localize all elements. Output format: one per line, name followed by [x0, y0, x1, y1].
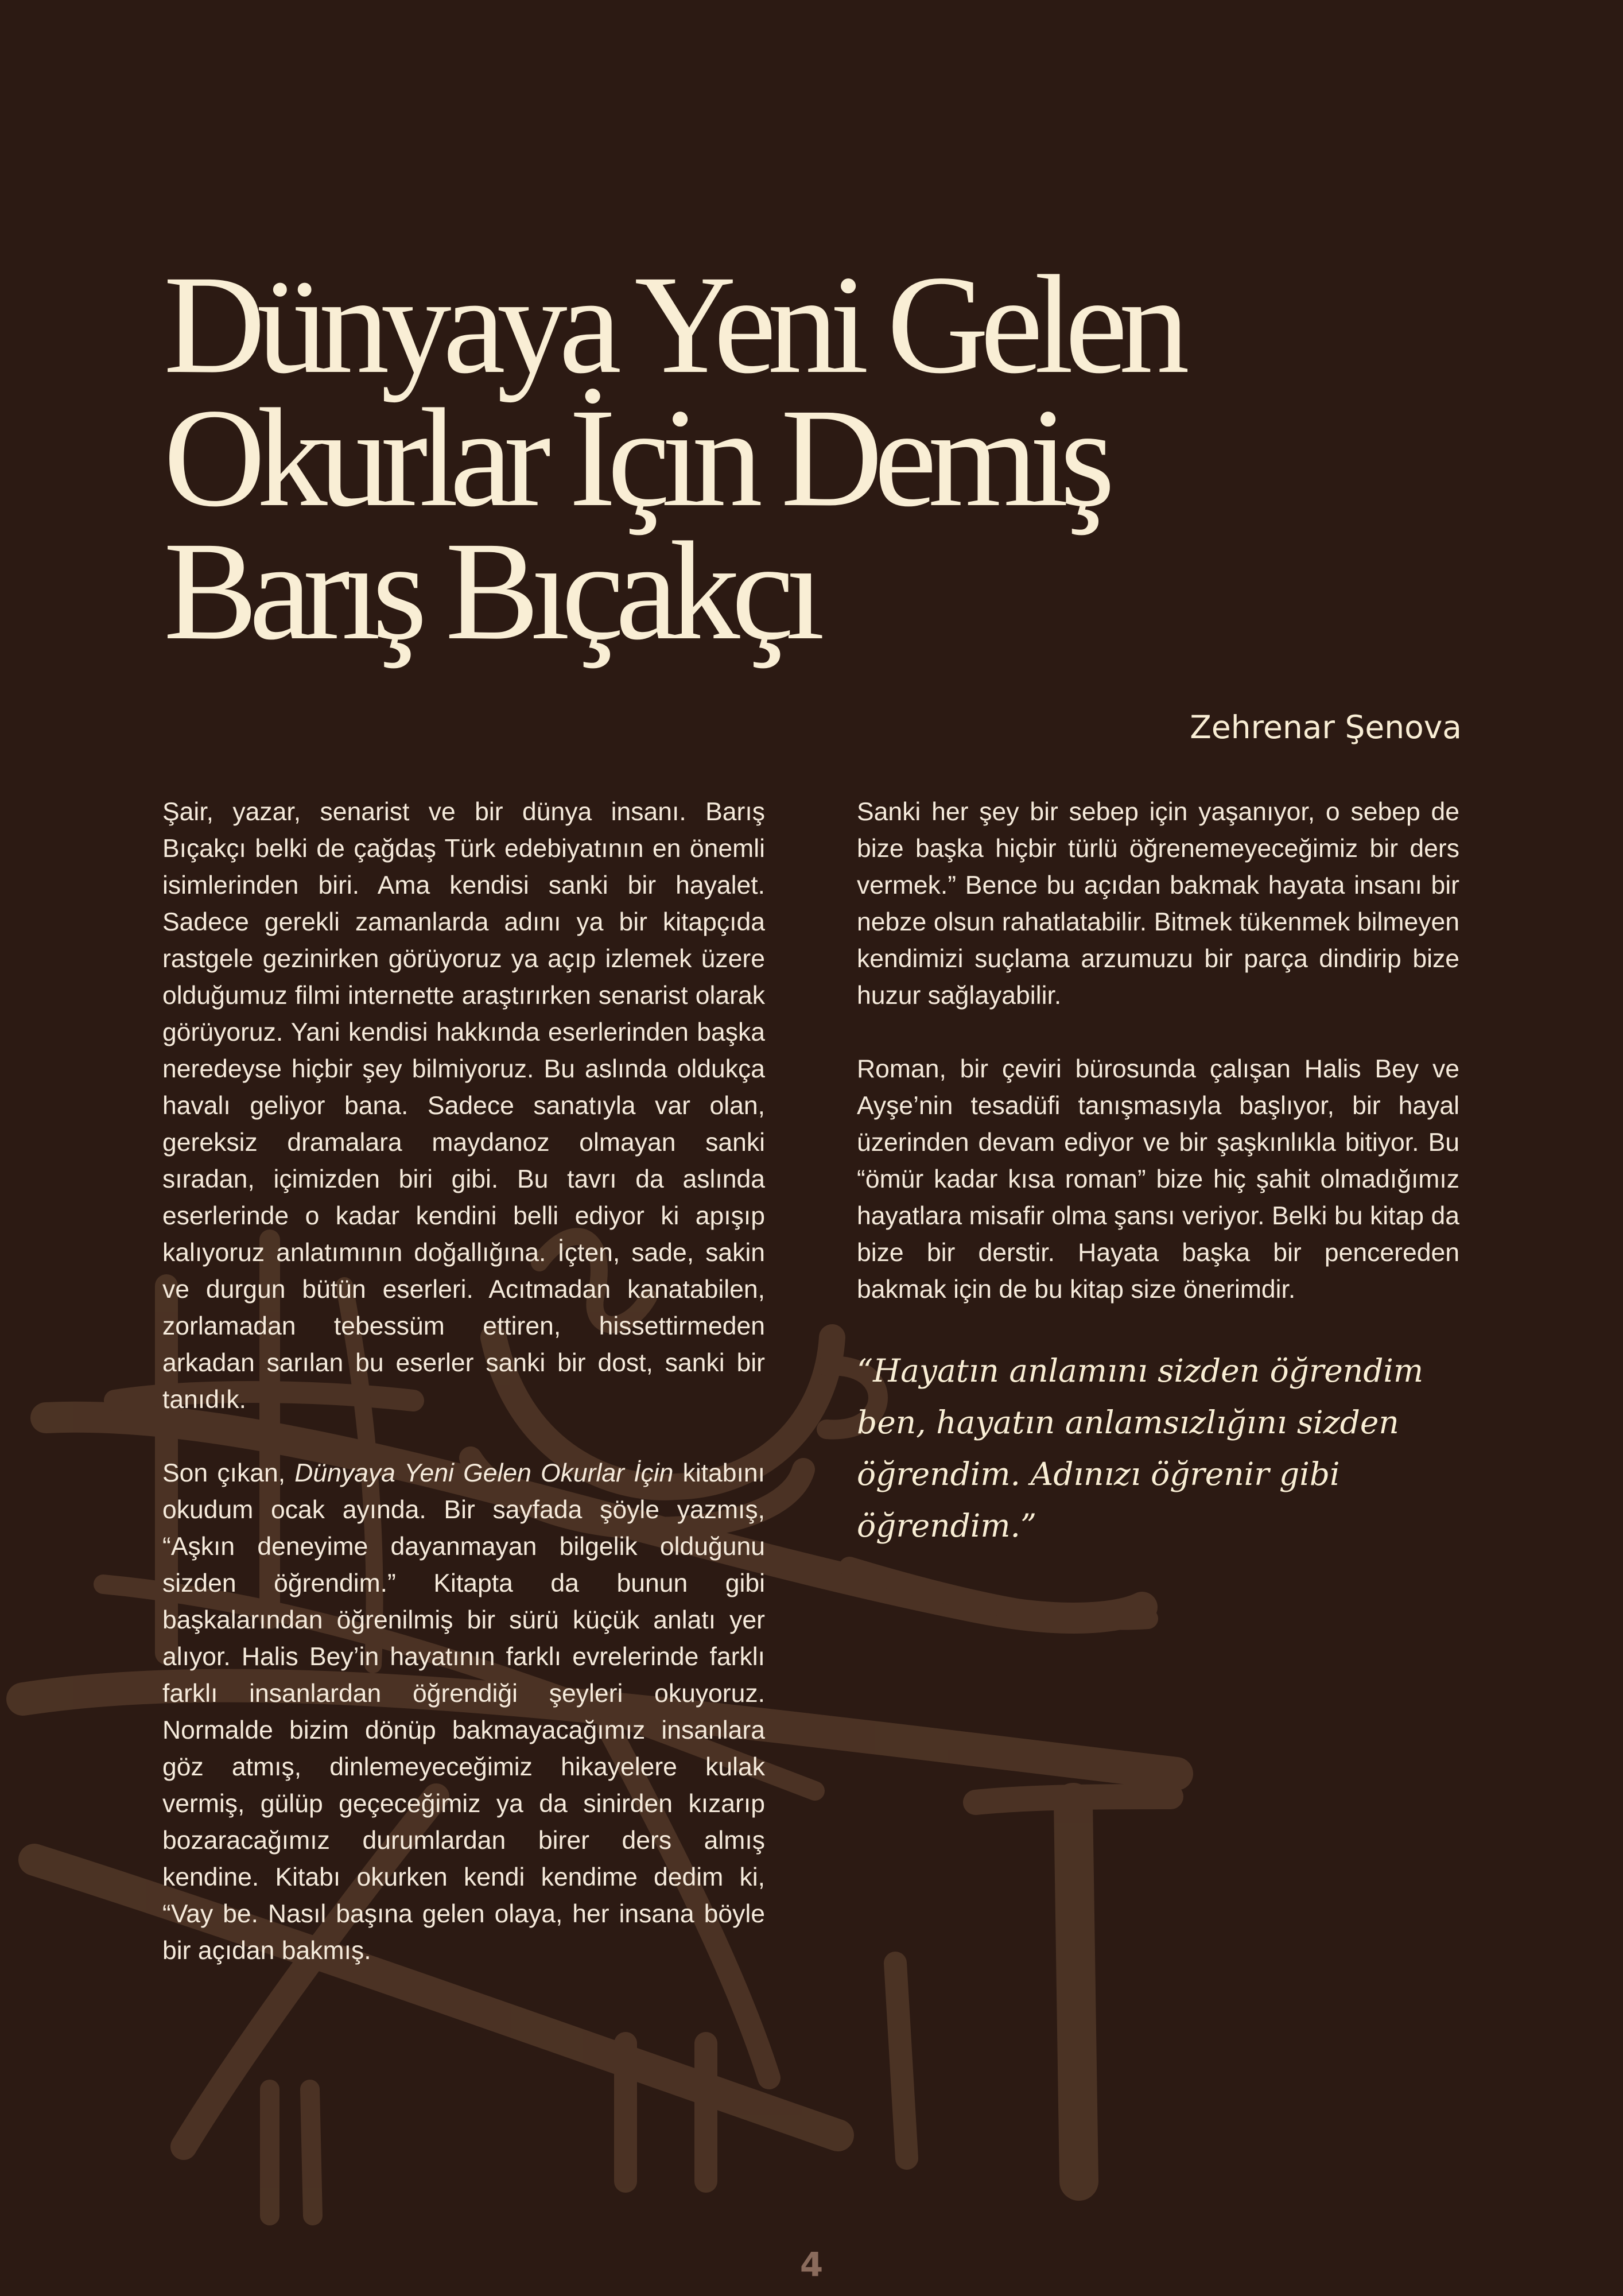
- paragraph-rest: kitabını okudum ocak ayında. Bir sayfada şöyle yazmış, “Aşkın deneyime dayanmayan bilgelik olduğunu sizden öğrendim.” Kitapta da bunun gibi başkalarından öğrenilmiş bir sürü küçük anlatı yer alıyor. Halis Bey’in hayatının farklı evrelerinde farklı farklı insanlardan öğrendiği şeyleri okuyoruz. Normalde bizim dönüp bakmayacağımız insanlara göz atmış, dinlemeyeceğimiz hikayelere kulak vermiş, gülüp geçeceğimiz ya da sinirden kızarıp bozaracağımız durumlardan birer ders almış kendine. Kitabı okurken kendi kendime dedim ki, “Vay be. Nasıl başına gelen olaya, her insana böyle bir açıdan bakmış.: [162, 1459, 765, 1965]
- right-column: [857, 794, 1459, 1552]
- right-paragraph-2: Roman, bir çeviri bürosunda çalışan Halis Bey ve Ayşe’nin tesadüfi tanışmasıyla başlıyor, bir hayal üzerinden devam ediyor ve bir şaşkınlıkla bitiyor. Bu “ömür kadar kısa roman” bize hiç şahit olmadığımız hayatlara misafir olma şansı veriyor. Belki bu kitap da bize bir derstir. Hayata başka bir pencereden bakmak için de bu kitap size önerimdir.: [857, 1055, 1459, 1304]
- paragraph-lead: Son çıkan,: [162, 1459, 295, 1487]
- left-paragraph-1: Şair, yazar, senarist ve bir dünya insanı. Barış Bıçakçı belki de çağdaş Türk edebiyatının en önemli isimlerinden biri. Ama kendisi sanki bir hayalet. Sadece gerekli zamanlarda adını ya bir kitapçıda rastgele gezinirken görüyoruz ya açıp izlemek üzere olduğumuz filmi internette araştırırken senarist olarak görüyoruz. Yani kendisi hakkında eserlerinden başka neredeyse hiçbir şey bilmiyoruz. Bu aslında oldukça havalı geliyor bana. Sadece sanatıyla var olan, gereksiz dramalara maydanoz olmayan sanki sıradan, içimizden biri gibi. Bu tavrı da aslında eserlerinde o kadar kendini belli ediyor ki apışıp kalıyoruz anlatımının doğallığına. İçten, sade, sakin ve durgun bütün eserleri. Acıtmadan kanatabilen, zorlamadan tebessüm ettiren, hissettirmeden arkadan sarılan bu eserler sanki bir dost, sanki bir tanıdık.: [162, 798, 765, 1414]
- author-name: Zehrenar Şenova: [1190, 709, 1462, 746]
- right-paragraph-1: Sanki her şey bir sebep için yaşanıyor, o sebep de bize başka hiçbir türlü öğrenemeyeceğimiz bir ders vermek.” Bence bu açıdan bakmak hayata insanı bir nebze olsun rahatlatabilir. Bitmek tükenmek bilmeyen kendimizi suçlama arzumuzu bir parça dindirip bize huzur sağlayabilir.: [857, 798, 1459, 1010]
- article-title: [164, 247, 1254, 669]
- title-line-2: Okurlar İçin Demiş: [164, 380, 1106, 536]
- title-line-1: Dünyaya Yeni Gelen: [164, 247, 1181, 403]
- left-paragraph-2: [162, 1455, 765, 1969]
- pull-quote: “Hayatın anlamını sizden öğrendim ben, hayatın anlamsızlığını sizden öğrendim. Adınızı öğrenir gibi öğrendim.”: [857, 1352, 1424, 1544]
- book-title: Dünyaya Yeni Gelen Okurlar İçin: [294, 1459, 674, 1487]
- title-line-3: Barış Bıçakçı: [164, 513, 817, 669]
- left-column: [162, 794, 765, 1969]
- page-number: 4: [799, 2245, 824, 2284]
